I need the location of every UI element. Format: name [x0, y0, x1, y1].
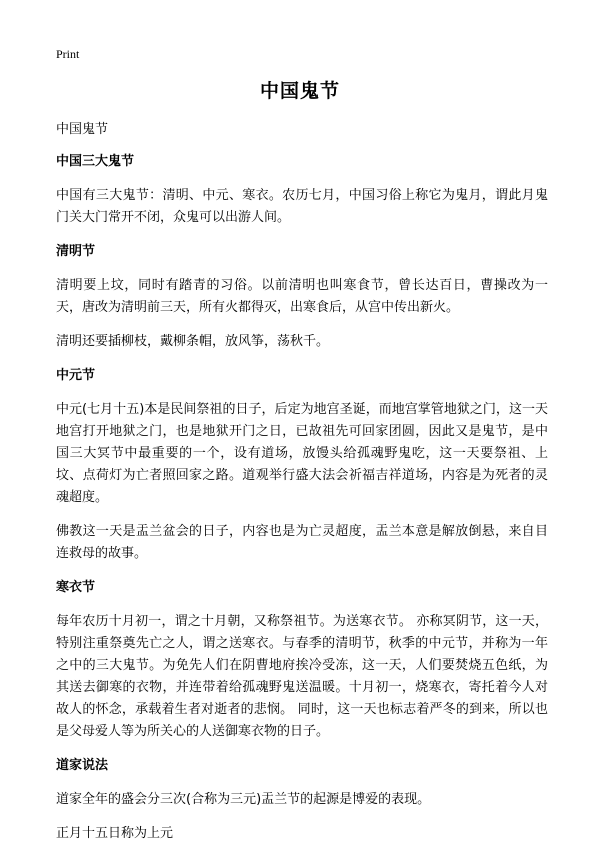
article-body [56, 119, 548, 857]
section-heading: 中国三大鬼节 [56, 154, 135, 169]
section-qingming [56, 241, 548, 353]
section-three-ghost-festivals [56, 151, 548, 229]
paragraph: 每年农历十月初一，谓之十月朝，又称祭祖节。为送寒衣节。 亦称冥阴节，这一天，特别注重祭奠先亡之人，谓之送寒衣。与春季的清明节，秋季的中元节，并称为一年之中的三大鬼节。为免先人们在阴曹地府挨冷受冻，这一天，人们要焚烧五色纸，为其送去御寒的衣物，并连带着给孤魂野鬼送温暖。十月初一，烧寒衣，寄托着今人对故人的怀念，承载着生者对逝者的悲悯。 同时，这一天也标志着严冬的到来，所以也是父母爱人等为所关心的人送御寒衣物的日子。 [56, 614, 548, 739]
page-title: 中国鬼节 [259, 80, 340, 102]
section-heading: 寒衣节 [56, 580, 96, 595]
section-heading: 道家说法 [56, 758, 109, 773]
section-heading: 中元节 [56, 368, 96, 383]
paragraph: 清明要上坟，同时有踏青的习俗。以前清明也叫寒食节，曾长达百日，曹操改为一天，唐改为清明前三天，所有火都得灭，出寒食后，从宫中传出新火。 [56, 278, 548, 315]
paragraph: 中元(七月十五)本是民间祭祖的日子，后定为地宫圣诞，而地宫掌管地狱之门，这一天地宫打开地狱之门，也是地狱开门之日，已故祖先可回家团圆，因此又是鬼节，是中国三大冥节中最重要的一个，设有道场，放馒头给孤魂野鬼吃，这一天要祭祖、上坟、点荷灯为亡者照回家之路。道观举行盛大法会祈福吉祥道场，内容是为死者的灵魂超度。 [56, 402, 548, 505]
section-heading: 清明节 [56, 244, 96, 259]
article-subtitle: 中国鬼节 [56, 122, 109, 137]
paragraph: 佛教这一天是盂兰盆会的日子，内容也是为亡灵超度，盂兰本意是解放倒悬，来自目连救母的故事。 [56, 524, 548, 561]
paragraph: 清明还要插柳枝，戴柳条帽，放风筝，荡秋千。 [56, 334, 330, 349]
section-hanyi [56, 577, 548, 743]
paragraph: 中国有三大鬼节：清明、中元、寒衣。农历七月，中国习俗上称它为鬼月，谓此月鬼门关大门常开不闭，众鬼可以出游人间。 [56, 188, 548, 225]
paragraph: 正月十五日称为上元 [56, 826, 174, 841]
paragraph: 道家全年的盛会分三次(合称为三元)盂兰节的起源是博爱的表现。 [56, 792, 431, 807]
print-link[interactable]: Print [56, 47, 80, 61]
section-zhongyuan [56, 365, 548, 565]
section-taoist-view [56, 755, 548, 845]
